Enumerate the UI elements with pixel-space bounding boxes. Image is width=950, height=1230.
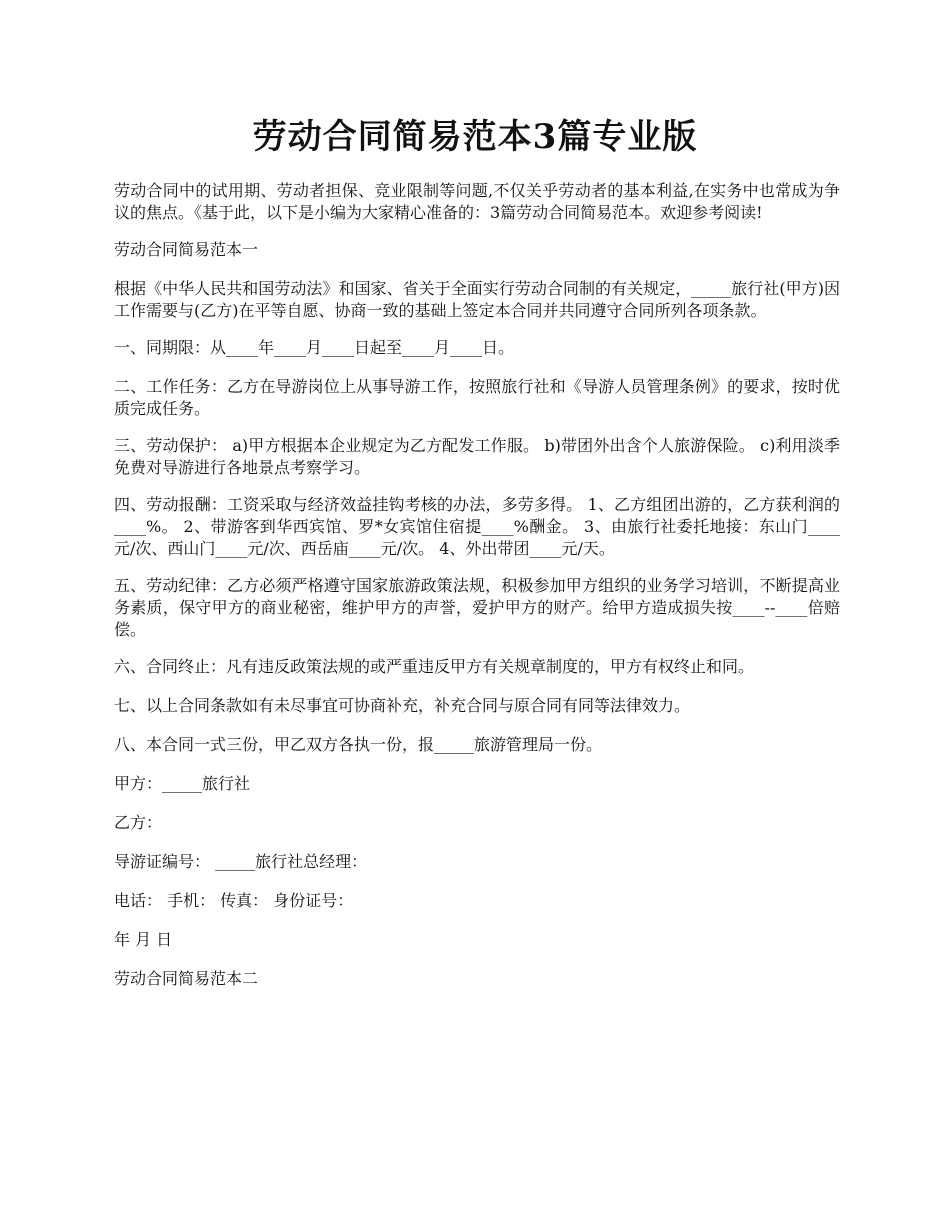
intro-paragraph: 劳动合同中的试用期、劳动者担保、竞业限制等问题,不仅关乎劳动者的基本利益,在实务中也常成为争议的焦点。《基于此，以下是小编为大家精心准备的：3篇劳动合同简易范本。欢迎参考阅读! xyxy=(114,181,840,222)
section-heading-one: 劳动合同简易范本一 xyxy=(114,240,259,259)
clause-discipline: 五、劳动纪律：乙方必须严格遵守国家旅游政策法规，积极参加甲方组织的业务学习培训，不断提高业务素质，保守甲方的商业秘密，维护甲方的声誉，爱护甲方的财产。给甲方造成损失按____--____倍赔偿。 xyxy=(114,576,840,639)
clause-remuneration: 四、劳动报酬：工资采取与经济效益挂钩考核的办法，多劳多得。 1、乙方组团出游的，乙方获利润的____%。 2、带游客到华西宾馆、罗*女宾馆住宿提____%酬金。 3、由旅行社委托地接：东山门____元/次、西山门____元/次、西岳庙____元/次。 4、外出带团____元/天。 xyxy=(114,495,840,558)
guide-id-line: 导游证编号： _____旅行社总经理： xyxy=(114,852,368,871)
clause-work-task: 二、工作任务：乙方在导游岗位上从事导游工作，按照旅行社和《导游人员管理条例》的要求，按时优质完成任务。 xyxy=(114,377,840,418)
party-a-line: 甲方：_____旅行社 xyxy=(114,774,251,793)
clause-copies: 八、本合同一式三份，甲乙双方各执一份，报_____旅游管理局一份。 xyxy=(114,735,603,754)
contract-preamble: 根据《中华人民共和国劳动法》和国家、省关于全面实行劳动合同制的有关规定，_____旅行社(甲方)因工作需要与(乙方)在平等自愿、协商一致的基础上签定本合同并共同遵守合同所列各项条款。 xyxy=(114,279,840,320)
party-b-line: 乙方： xyxy=(114,813,163,832)
date-line: 年 月 日 xyxy=(114,930,173,949)
clause-supplement: 七、以上合同条款如有未尽事宜可协商补充，补充合同与原合同有同等法律效力。 xyxy=(114,696,691,715)
clause-labor-protection: 三、劳动保护： a)甲方根据本企业规定为乙方配发工作服。 b)带团外出含个人旅游保险。 c)利用淡季免费对导游进行各地景点考察学习。 xyxy=(114,436,840,477)
document-body xyxy=(114,180,840,1007)
clause-termination: 六、合同终止：凡有违反政策法规的或严重违反甲方有关规章制度的，甲方有权终止和同。 xyxy=(114,657,755,676)
document-title: 劳动合同简易范本3篇专业版 xyxy=(252,117,698,157)
contact-line: 电话： 手机： 传真： 身份证号： xyxy=(114,891,354,910)
clause-term: 一、同期限：从____年____月____日起至____月____日。 xyxy=(114,338,515,357)
section-heading-two: 劳动合同简易范本二 xyxy=(114,969,259,988)
